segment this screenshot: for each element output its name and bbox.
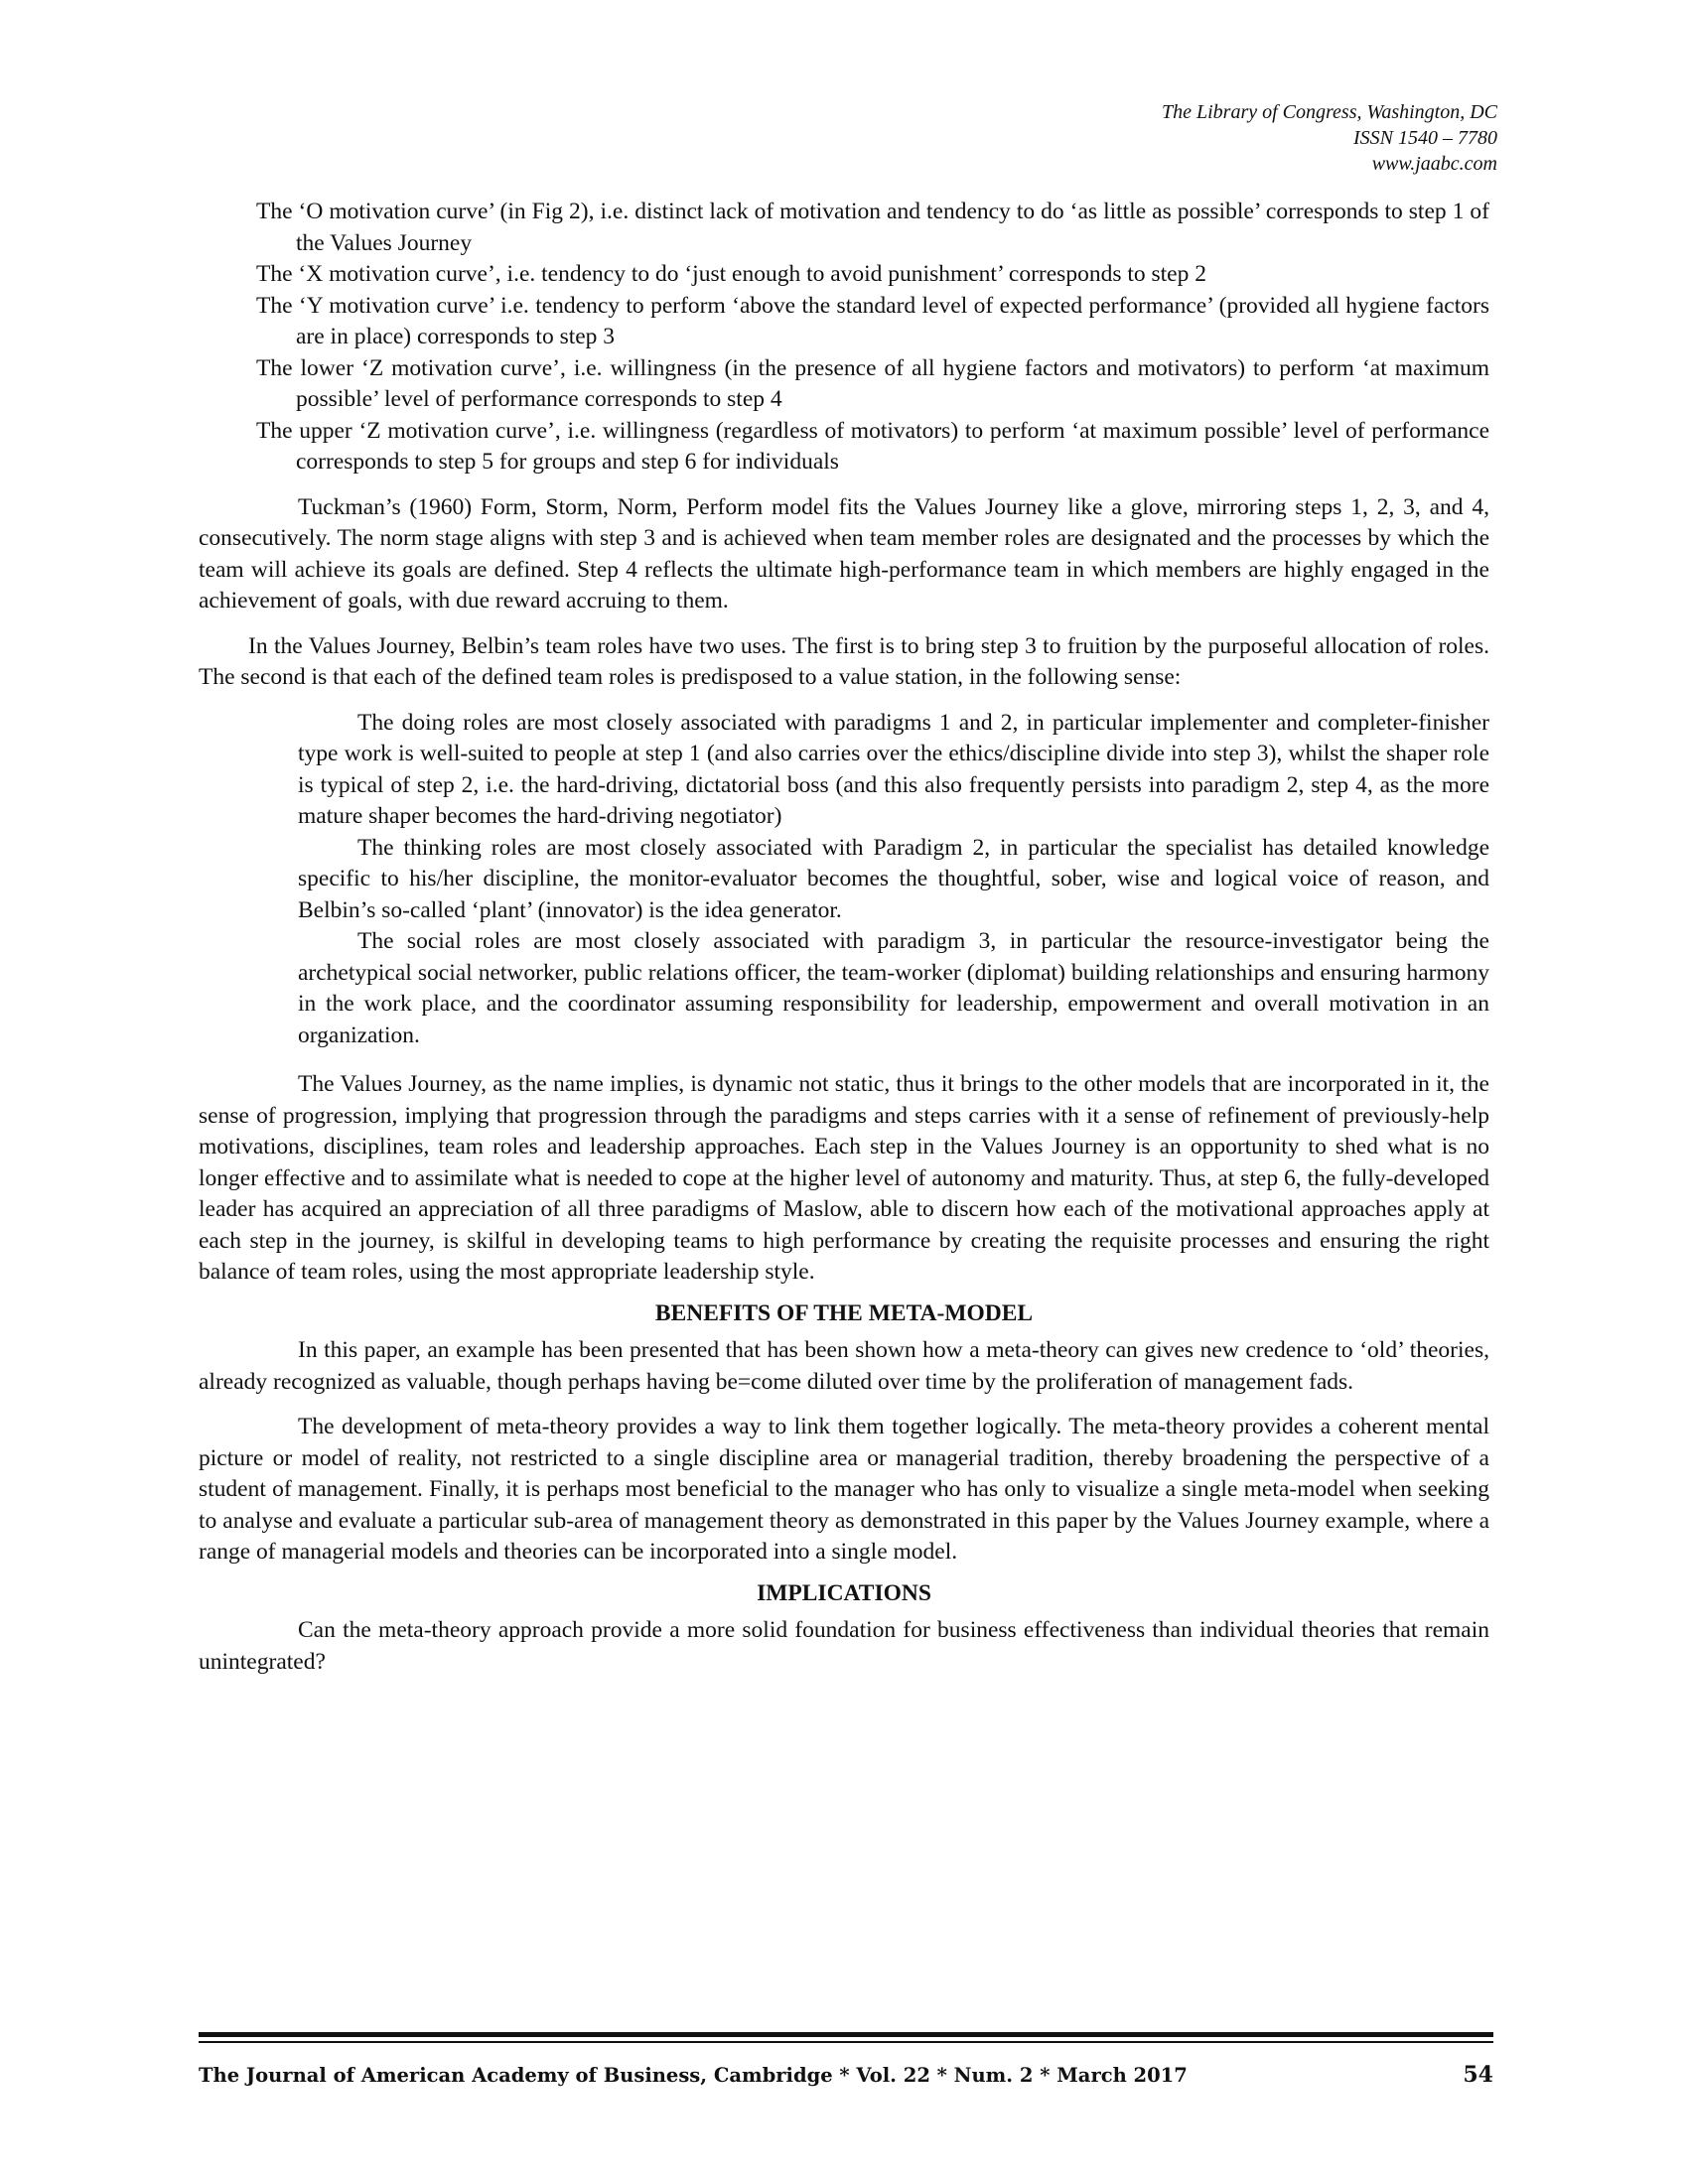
document-body xyxy=(199,197,1489,1678)
running-header xyxy=(1162,99,1497,177)
list-item: The ‘Y motivation curve’ i.e. tendency to perform ‘above the standard level of expected performance’ (provided all hygiene factors are in place) corresponds to step 3 xyxy=(256,292,1489,349)
list-item: The lower ‘Z motivation curve’, i.e. willingness (in the presence of all hygiene factors and motivators) to perform ‘at maximum possible’ level of performance corresponds to step 4 xyxy=(256,354,1489,412)
heading-implications: IMPLICATIONS xyxy=(757,1579,931,1606)
header-library: The Library of Congress, Washington, DC xyxy=(1161,101,1497,123)
paragraph-belbin: In the Values Journey, Belbin’s team roles have two uses. The first is to bring step 3 to fruition by the purposeful allocation of roles. The second is that each of the defined team roles is predisposed to a value station, in the following sense: xyxy=(199,632,1489,690)
header-website: www.jaabc.com xyxy=(1371,153,1497,175)
paragraph-benefits-2: The development of meta-theory provides a way to link them together logically. The meta-theory provides a coherent mental picture or model of reality, not restricted to a single discipline area or managerial tradition, thereby broadening the perspective of a student of management. Finally, it is perhaps most beneficial to the manager who has only to visualize a single meta-model when seeking to analyse and evaluate a particular sub-area of management theory as demonstrated in this paper by the Values Journey example, where a range of managerial models and theories can be incorporated into a single model. xyxy=(199,1414,1489,1565)
motivation-curve-list xyxy=(199,197,1489,478)
paragraph-tuckman: Tuckman’s (1960) Form, Storm, Norm, Perform model fits the Values Journey like a glove, mirroring steps 1, 2, 3, and 4, consecutively. The norm stage aligns with step 3 and is achieved when team member roles are designated and the processes by which the team will achieve its goals are defined. Step 4 reflects the ultimate high-performance team in which members are highly engaged in the achievement of goals, with due reward accruing to them. xyxy=(199,493,1489,614)
list-item: The doing roles are most closely associated with paradigms 1 and 2, in particular implementer and completer-finisher type work is well-suited to people at step 1 (and also carries over the ethics/discipline divide into step 3), whilst the shaper role is typical of step 2, i.e. the hard-driving, dictatorial boss (and this also frequently persists into paradigm 2, step 4, as the more mature shaper becomes the hard-driving negotiator) xyxy=(298,709,1489,829)
list-item: The thinking roles are most closely associated with Paradigm 2, in particular the specialist has detailed knowledge specific to his/her discipline, the monitor-evaluator becomes the thoughtful, sober, wise and logical voice of reason, and Belbin’s so-called ‘plant’ (innovator) is the idea generator. xyxy=(298,834,1489,923)
page-number: 54 xyxy=(1463,2062,1493,2088)
footer-rule xyxy=(199,2032,1493,2037)
paragraph-implications: Can the meta-theory approach provide a more solid foundation for business effectiveness than individual theories that remain unintegrated? xyxy=(199,1617,1489,1675)
running-footer xyxy=(199,2062,1493,2096)
list-item: The upper ‘Z motivation curve’, i.e. willingness (regardless of motivators) to perform ‘at maximum possible’ level of performance corresponds to step 5 for groups and step 6 for individuals xyxy=(256,417,1489,475)
team-roles-list xyxy=(199,708,1489,1052)
list-item: The ‘O motivation curve’ (in Fig 2), i.e. distinct lack of motivation and tendency to do ‘as little as possible’ corresponds to step 1 of the Values Journey xyxy=(256,199,1489,256)
footer-journal-citation: The Journal of American Academy of Business, Cambridge * Vol. 22 * Num. 2 * March 2017 xyxy=(199,2064,1188,2087)
list-item: The social roles are most closely associated with paradigm 3, in particular the resource-investigator being the archetypical social networker, public relations officer, the team-worker (diplomat) building relationships and ensuring harmony in the work place, and the coordinator assuming responsibility for leadership, empowerment and overall motivation in an organization. xyxy=(298,928,1489,1048)
footer-rule-thin xyxy=(199,2041,1493,2043)
list-item: The ‘X motivation curve’, i.e. tendency to do ‘just enough to avoid punishment’ corresponds to step 2 xyxy=(256,261,1206,287)
paragraph-benefits-1: In this paper, an example has been presented that has been shown how a meta-theory can gives new credence to ‘old’ theories, already recognized as valuable, though perhaps having be=come diluted over time by the proliferation of management fads. xyxy=(199,1337,1489,1395)
paragraph-values-journey: The Values Journey, as the name implies, is dynamic not static, thus it brings to the other models that are incorporated in it, the sense of progression, implying that progression through the paradigms and steps carries with it a sense of refinement of previously-help motivations, disciplines, team roles and leadership approaches. Each step in the Values Journey is an opportunity to shed what is no longer effective and to assimilate what is needed to cope at the higher level of autonomy and maturity. Thus, at step 6, the fully-developed leader has acquired an appreciation of all three paradigms of Maslow, able to discern how each of the motivational approaches apply at each step in the journey, is skilful in developing teams to high performance by creating the requisite processes and ensuring the right balance of team roles, using the most appropriate leadership style. xyxy=(199,1071,1489,1285)
header-issn: ISSN 1540 – 7780 xyxy=(1353,127,1497,149)
heading-benefits: BENEFITS OF THE META-MODEL xyxy=(654,1299,1034,1326)
